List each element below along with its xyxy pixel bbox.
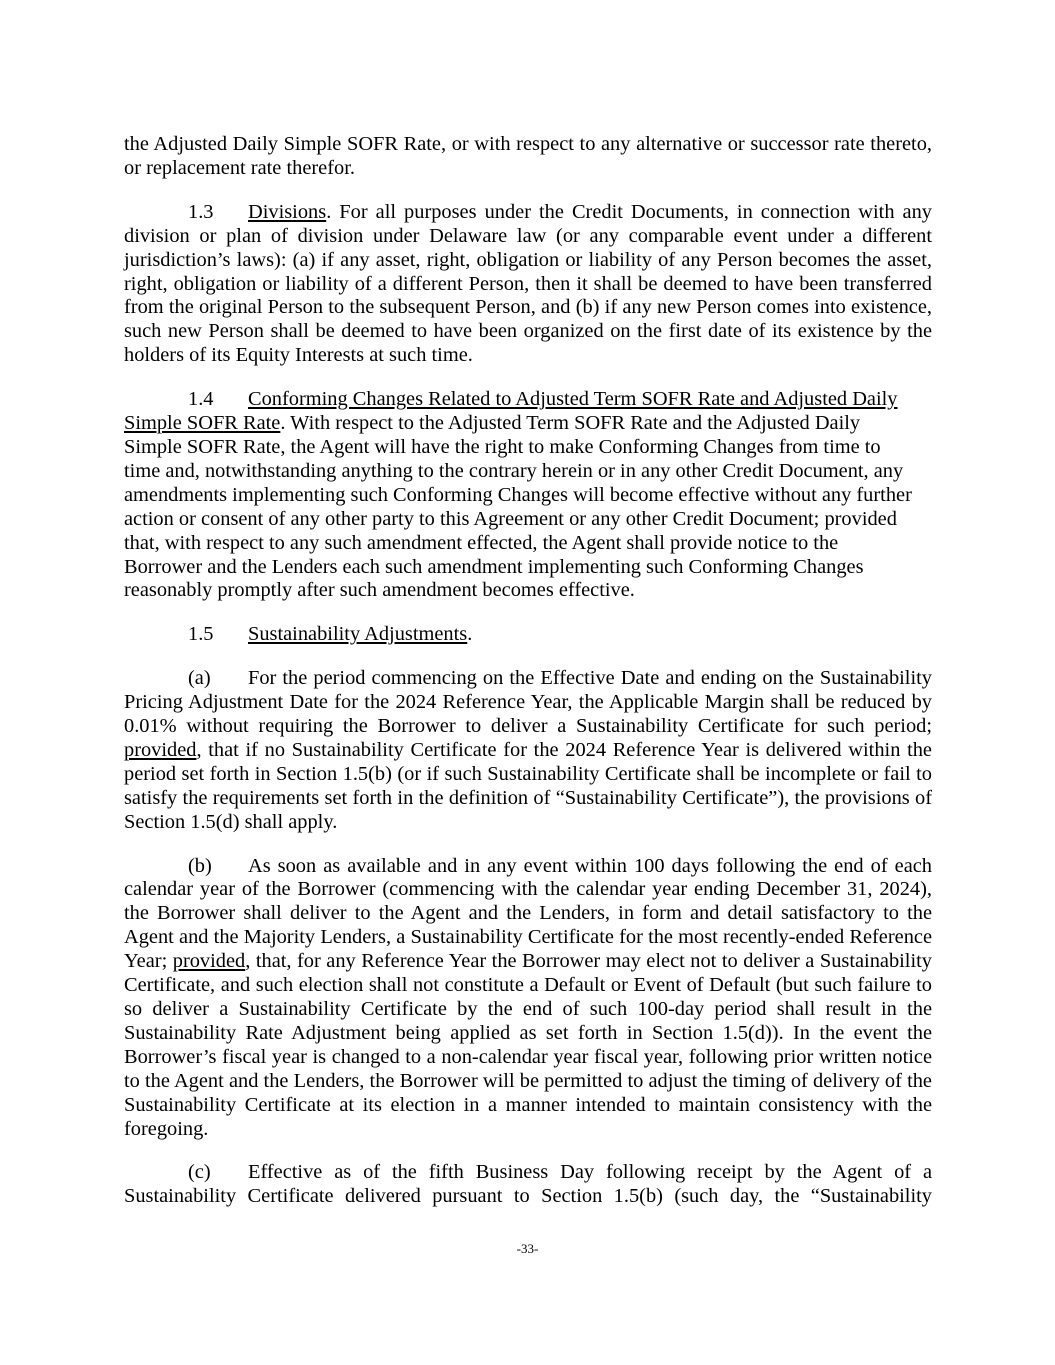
text-line: Simple SOFR Rate, the Agent will have the right to make Conforming Changes from time to [124, 435, 881, 458]
clause-text: Effective as of the fifth Business Day following receipt by the Agent of a Sustainability Certificate delivered pursuant to Section 1.5(b) (such day, the “Sustainability [124, 1161, 932, 1208]
section-heading: Conforming Changes Related to Adjusted Term SOFR Rate and Adjusted Daily [248, 388, 898, 411]
heading-period: . [467, 623, 473, 646]
document-page [124, 133, 932, 1229]
text-line: that, with respect to any such amendment effected, the Agent shall provide notice to the [124, 531, 839, 554]
section-number: 1.3 [188, 200, 214, 223]
text-line: Borrower and the Lenders each such amendment implementing such Conforming Changes [124, 555, 864, 578]
section-text: . With respect to the Adjusted Term SOFR Rate and the Adjusted Daily [280, 412, 861, 435]
section-text: . For all purposes under the Credit Documents, in connection with any division or plan of division under Delaware law (or any comparable event under a different jurisdiction’s laws): (a) if any asset, right, obligation or liability of any Person becomes the asset, right, obligation or liability of a different Person, then it shall be deemed to have been transferred from the original Person to the subsequent Person, and (b) if any new Person comes into existence, such new Person shall be deemed to have been organized on the first date of its existence by the holders of its Equity Interests at such time. [124, 200, 932, 367]
text-line: time and, notwithstanding anything to the contrary herein or in any other Credit Document, any [124, 459, 904, 482]
clause-text: , that if no Sustainability Certificate for the 2024 Reference Year is delivered within the period set forth in Section 1.5(b) (or if such Sustainability Certificate shall be incomplete or fail to satisfy the requirements set forth in the definition of “Sustainability Certificate”), the provisions of Section 1.5(d) shall apply. [124, 738, 932, 833]
clause-text: , that, for any Reference Year the Borrower may elect not to deliver a Sustainability Certificate, and such election shall not constitute a Default or Event of Default (but such failure to so deliver a Sustainability Certificate by the end of such 100-day period shall result in the Sustainability Rate Adjustment being applied as set forth in Section 1.5(d)). In the event the Borrower’s fiscal year is changed to a non-calendar year fiscal year, following prior written notice to the Agent and the Lenders, the Borrower will be permitted to adjust the timing of delivery of the Sustainability Certificate at its election in a manner intended to maintain consistency with the foregoing. [124, 950, 932, 1140]
provided-term: provided [172, 950, 246, 973]
section-1-3 [124, 201, 932, 368]
clause-text: As soon as available and in any event within 100 days following the end of each calendar year of the Borrower (commencing with the calendar year ending December 31, 2024), the Borrower shall deliver to the Agent and the Lenders, in form and detail satisfactory to the Agent and the Majority Lenders, a Sustainability Certificate for the most recently-ended Reference Year; [124, 854, 932, 973]
text-line: action or consent of any other party to this Agreement or any other Credit Document; provided [124, 507, 897, 530]
paragraph-continued: the Adjusted Daily Simple SOFR Rate, or with respect to any alternative or successor rate thereto, or replacement rate therefor. [124, 133, 932, 179]
section-number: 1.4 [188, 388, 214, 411]
clause-number: (a) [188, 667, 211, 690]
clause-number: (c) [188, 1161, 211, 1184]
section-1-5 [124, 623, 932, 647]
section-heading: Divisions [248, 200, 327, 223]
text-line: reasonably promptly after such amendment becomes effective. [124, 579, 635, 602]
section-1-4 [124, 388, 932, 603]
text-line: amendments implementing such Conforming Changes will become effective without any further [124, 483, 912, 506]
clause-number: (b) [188, 854, 212, 877]
clause-text: For the period commencing on the Effective Date and ending on the Sustainability Pricing Adjustment Date for the 2024 Reference Year, the Applicable Margin shall be reduced by 0.01% without requiring the Borrower to deliver a Sustainability Certificate for such period; [124, 667, 932, 738]
provided-term: provided [124, 738, 197, 761]
section-heading-cont: Simple SOFR Rate [124, 412, 281, 435]
clause-c [124, 1161, 932, 1209]
clause-b [124, 855, 932, 1142]
section-number: 1.5 [188, 623, 214, 646]
section-heading: Sustainability Adjustments [248, 623, 468, 646]
page-number: -33- [516, 1241, 539, 1256]
clause-a [124, 667, 932, 834]
